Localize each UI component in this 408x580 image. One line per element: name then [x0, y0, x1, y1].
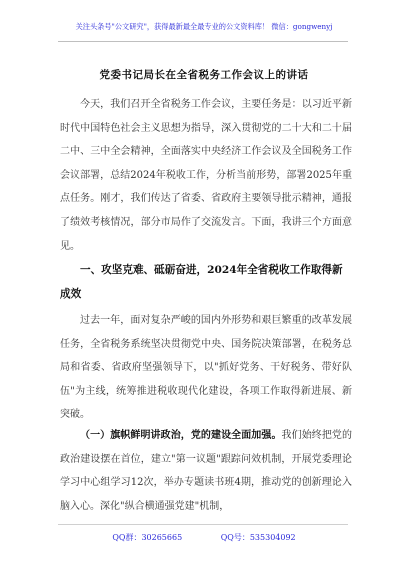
header-divider	[58, 41, 348, 42]
body-paragraph-party-building	[60, 424, 352, 518]
body-paragraph-review: 过去一年，面对复杂严峻的国内外形势和艰巨繁重的改革发展任务，全省税务系统坚决贯彻党中央、国务院决策部署，在税务总局和省委、省政府坚强领导下，以"抓好党务、干好税务、带好队伍"为主线，统筹推进税收现代化建设，各项工作取得新进展、新突破。	[60, 315, 352, 421]
footer-qq-group: QQ群：30265665	[112, 533, 183, 542]
subsection-heading: （一）旗帜鲜明讲政治，党的建设全面加强。	[80, 430, 282, 441]
header-banner: 关注头条号"公文研究"，获得最新最全最专业的公文资料库！ 微信：gongwenyj	[75, 22, 333, 31]
section-heading-1: 一、攻坚克难、砥砺奋进，2024年全省税收工作取得新成效	[60, 264, 343, 300]
document-title: 党委书记局长在全省税务工作会议上的讲话	[99, 69, 309, 81]
subsection-text: 我们始终把党的政治建设摆在首位，建立"第一议题"跟踪问效机制，开展党委理论学习中心组学习12次，举办专题读书班4期，推动党的创新理论入脑入心。深化"纵合横通强党建"机制，	[60, 430, 353, 512]
footer-qq-number: QQ号：535304092	[220, 533, 296, 542]
footer-divider	[58, 524, 348, 525]
body-paragraph-intro: 今天，我们召开全省税务工作会议，主要任务是：以习近平新时代中国特色社会主义思想为指导，深入贯彻党的二十大和二十届二中、三中全会精神，全面落实中央经济工作会议及全国税务工作会议部署，总结2024年税收工作，分析当前形势，部署2025年重点任务。刚才，我们传达了省委、省政府主要领导批示精神，通报了绩效考核情况，部分市局作了交流发言。下面，我讲三个方面意见。	[60, 99, 352, 252]
footer	[0, 532, 408, 543]
